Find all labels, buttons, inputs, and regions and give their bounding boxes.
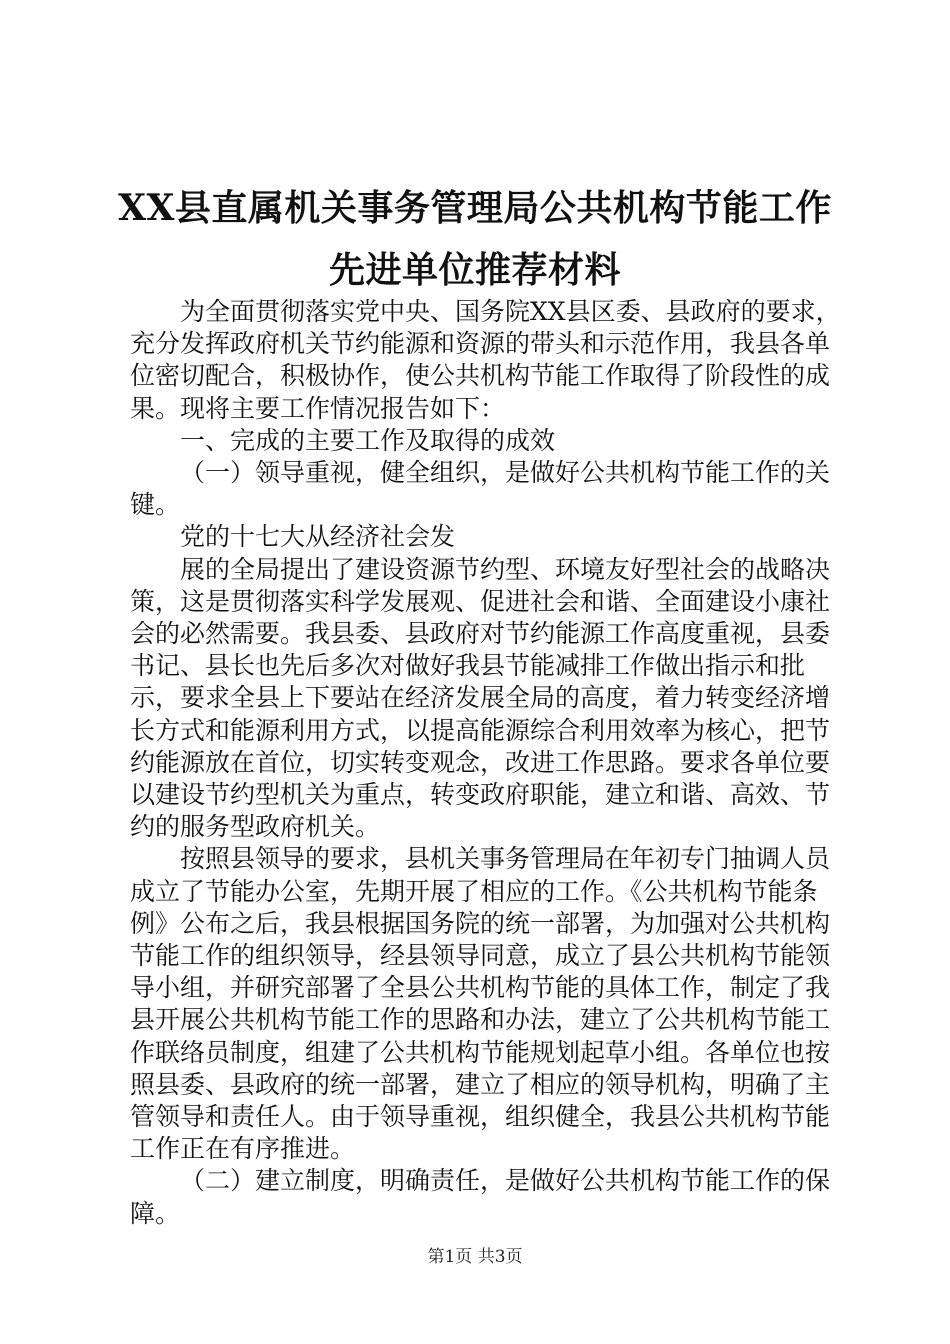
document-title-line1: XX县直属机关事务管理局公共机构节能工作 — [118, 187, 832, 229]
page-footer: 第1页 共3页 — [427, 1247, 523, 1267]
document-title-line2: 先进单位推荐材料 — [328, 249, 621, 291]
paragraph-intro: 为全面贯彻落实党中央、国务院XX县区委、县政府的要求，充分发挥政府机关节约能源和资源的带头和示范作用，我县各单位密切配合，积极协作，使公共机构节能工作取得了阶段性的成果。现将主要工作情况报告如下： — [130, 297, 841, 423]
paragraph-fragment: 党的十七大从经济社会发 — [180, 522, 456, 552]
document-body — [130, 296, 850, 1230]
subsection-heading-1: （一）领导重视，健全组织，是做好公共机构节能工作的关键。 — [130, 458, 831, 520]
paragraph-strategy: 展的全局提出了建设资源节约型、环境友好型社会的战略决策，这是贯彻落实科学发展观、促进社会和谐、全面建设小康社会的必然需要。我县委、县政府对节约能源工作高度重视，县委书记、县长也先后多次对做好我县节能减排工作做出指示和批示，要求全县上下要站在经济发展全局的高度，着力转变经济增长方式和能源利用方式，以提高能源综合利用效率为核心，把节约能源放在首位，切实转变观念，改进工作思路。要求各单位要以建设节约型机关为重点，转变政府职能，建立和谐、高效、节约的服务型政府机关。 — [130, 554, 831, 842]
paragraph-organization: 按照县领导的要求，县机关事务管理局在年初专门抽调人员成立了节能办公室，先期开展了相应的工作。《公共机构节能条例》公布之后，我县根据国务院的统一部署，为加强对公共机构节能工作的组织领导，经县领导同意，成立了县公共机构节能领导小组，并研究部署了全县公共机构节能的具体工作，制定了我县开展公共机构节能工作的思路和办法，建立了公共机构节能工作联络员制度，组建了公共机构节能规划起草小组。各单位也按照县委、县政府的统一部署，建立了相应的领导机构，明确了主管领导和责任人。由于领导重视，组织健全，我县公共机构节能工作正在有序推进。 — [130, 844, 831, 1164]
subsection-heading-2: （二）建立制度，明确责任，是做好公共机构节能工作的保障。 — [130, 1166, 831, 1228]
section-heading-1: 一、完成的主要工作及取得的成效 — [180, 425, 556, 455]
